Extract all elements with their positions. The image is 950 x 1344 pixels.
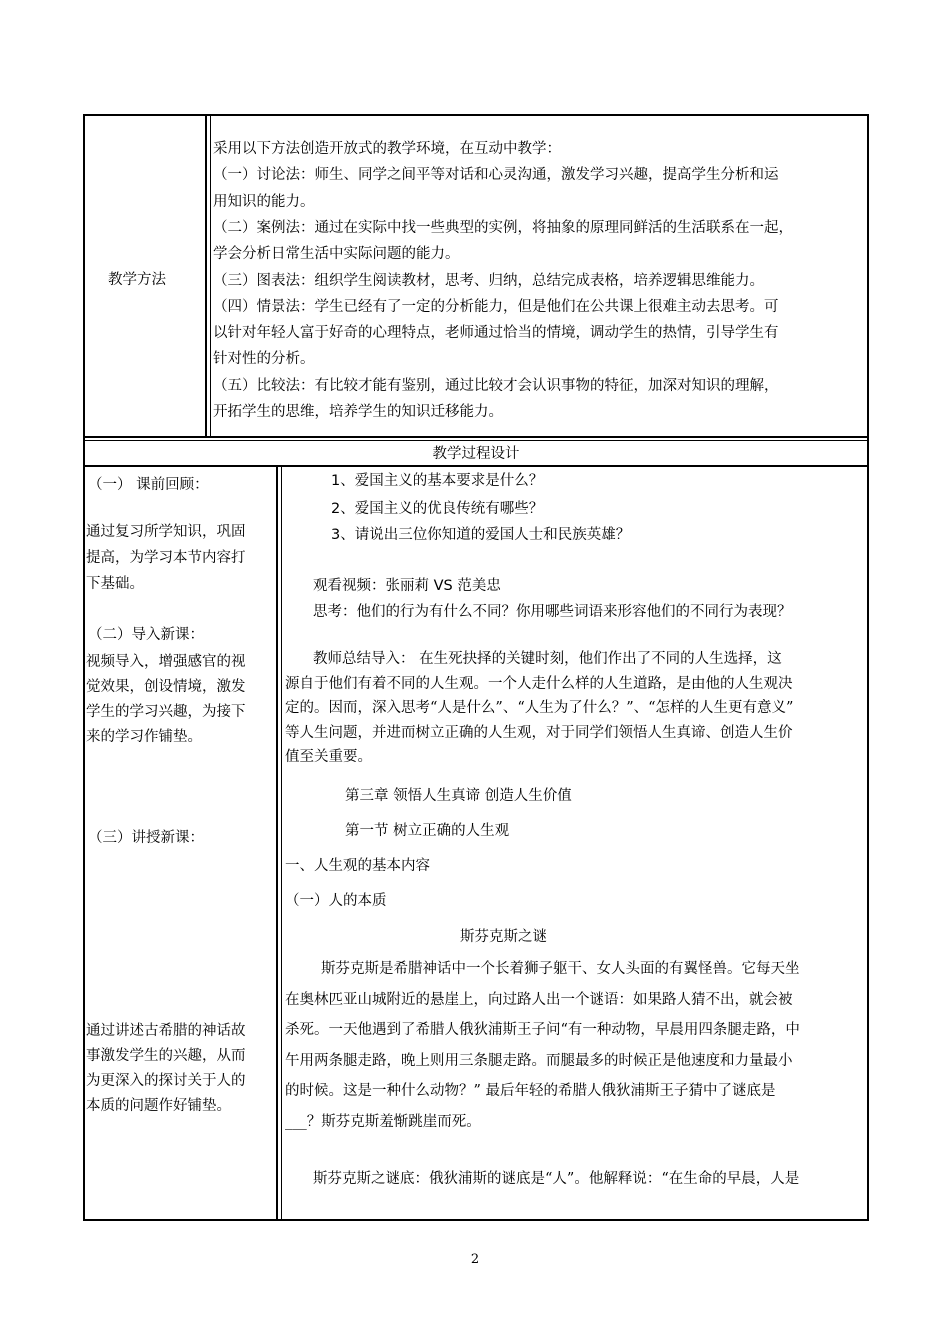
method-line: 用知识的能力。 — [213, 193, 315, 210]
review-title: （一） 课前回顾： — [88, 477, 209, 493]
process-divider — [276, 465, 278, 1221]
method-divider — [205, 114, 207, 438]
review-question-1: 1、爱国主义的基本要求是什么？ — [331, 473, 544, 489]
review-note-line: 通过复习所学知识，巩固 — [86, 524, 246, 540]
story-note-line: 本质的问题作好铺垫。 — [86, 1098, 231, 1114]
method-line: （五）比较法：有比较才能有鉴别，通过比较才会认识事物的特征，加深对知识的理解， — [213, 377, 779, 394]
story-note-line: 通过讲述古希腊的神话故 — [86, 1023, 246, 1039]
method-line: （一）讨论法：师生、同学之间平等对话和心灵沟通，激发学习兴趣，提高学生分析和运 — [213, 167, 779, 184]
method-inner-divider — [210, 114, 211, 438]
lecture-title: （三）讲授新课： — [88, 830, 204, 846]
review-question-2: 2、爱国主义的优良传统有哪些？ — [331, 501, 544, 517]
method-line: 针对性的分析。 — [213, 351, 315, 368]
chapter-heading: 第三章 领悟人生真谛 创造人生价值 — [345, 788, 572, 804]
summary-line: 定的。因而，深入思考“人是什么”、“人生为了什么？”、“怎样的人生更有意义” — [285, 700, 794, 716]
video-vs: VS — [433, 578, 453, 594]
story-line: 的时候。这是一种什么动物？” 最后年轻的希腊人俄狄浦斯王子猜中了谜底是 — [285, 1083, 776, 1099]
heading-level-1: 一、人生观的基本内容 — [285, 858, 430, 874]
intro-title: （二）导入新课： — [88, 627, 204, 643]
intro-note-line: 来的学习作铺垫。 — [86, 729, 202, 745]
method-line: 以针对年轻人富于好奇的心理特点，老师通过恰当的情境，调动学生的热情，引导学生有 — [213, 325, 779, 342]
summary-line: 等人生问题，并进而树立正确的人生观，对于同学们领悟人生真谛、创造人生价 — [285, 724, 793, 741]
method-line: （二）案例法：通过在实际中找一些典型的实例，将抽象的原理同鲜活的生活联系在一起， — [213, 219, 793, 236]
method-bottom-rule-2 — [83, 440, 869, 441]
intro-note-line: 学生的学习兴趣，为接下 — [86, 704, 246, 720]
process-title: 教学过程设计 — [432, 446, 520, 462]
method-label: 教学方法 — [108, 272, 166, 288]
video-prefix: 观看视频：张丽莉 — [313, 578, 434, 594]
process-title-rule — [83, 465, 869, 467]
intro-note-line: 视频导入，增强感官的视 — [86, 654, 246, 670]
summary-line: 源自于他们有着不同的人生观。一个人走什么样的人生道路，是由他的人生观决 — [285, 675, 793, 692]
story-line: 杀死。一天他遇到了希腊人俄狄浦斯王子问“有一种动物，早晨用四条腿走路，中 — [285, 1022, 800, 1038]
review-question-3: 3、请说出三位你知道的爱国人士和民族英雄？ — [331, 527, 631, 543]
method-line: 学会分析日常生活中实际问题的能力。 — [213, 246, 460, 263]
story-line: ___？斯芬克斯羞惭跳崖而死。 — [285, 1113, 481, 1130]
intro-note-line: 觉效果，创设情境，激发 — [86, 679, 246, 695]
story-title: 斯芬克斯之谜 — [460, 929, 547, 945]
story-line: 在奥林匹亚山城附近的悬崖上，向过路人出一个谜语：如果路人猜不出，就会被 — [285, 991, 793, 1008]
video-line — [313, 575, 501, 597]
section-heading: 第一节 树立正确的人生观 — [345, 823, 510, 839]
video-suffix: 范美忠 — [452, 578, 501, 594]
page-number: 2 — [470, 1252, 480, 1267]
method-line: （三）图表法：组织学生阅读教材，思考、归纳，总结完成表格，培养逻辑思维能力。 — [213, 272, 764, 289]
review-note-line: 下基础。 — [86, 576, 144, 592]
review-note-line: 提高，为学习本节内容打 — [86, 550, 246, 566]
summary-line: 值至关重要。 — [285, 749, 372, 765]
story-line: 斯芬克斯是希腊神话中一个长着狮子躯干、女人头面的有翼怪兽。它每天坐 — [321, 961, 800, 977]
think-question: 思考：他们的行为有什么不同？你用哪些词语来形容他们的不同行为表现？ — [313, 604, 792, 620]
story-line: 午用两条腿走路，晚上则用三条腿走路。而腿最多的时候正是他速度和力量最小 — [285, 1052, 793, 1069]
method-line: 开拓学生的思维，培养学生的知识迁移能力。 — [213, 404, 503, 420]
method-line: 采用以下方法创造开放式的教学环境，在互动中教学： — [213, 141, 561, 157]
summary-line: 教师总结导入： 在生死抉择的关键时刻，他们作出了不同的人生选择，这 — [313, 651, 782, 667]
heading-level-2: （一）人的本质 — [285, 893, 387, 909]
process-inner-divider — [281, 465, 282, 1221]
story-answer: 斯芬克斯之谜底：俄狄浦斯的谜底是“人”。他解释说：“在生命的早晨，人是 — [313, 1171, 800, 1187]
story-note-line: 事激发学生的兴趣，从而 — [86, 1048, 246, 1064]
method-line: （四）情景法：学生已经有了一定的分析能力，但是他们在公共课上很难主动去思考。可 — [213, 298, 779, 315]
method-bottom-rule — [83, 436, 869, 438]
story-note-line: 为更深入的探讨关于人的 — [86, 1073, 246, 1089]
